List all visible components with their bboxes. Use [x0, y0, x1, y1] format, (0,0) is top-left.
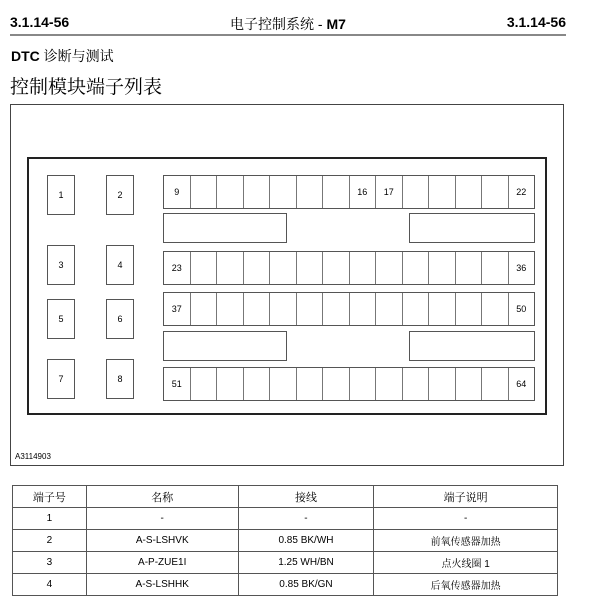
terminal-cell: [191, 252, 218, 284]
terminal-cell: [270, 368, 297, 400]
terminal-cell: [456, 293, 483, 325]
terminal-row-9-22: [163, 175, 535, 209]
section-number-left: 3.1.14-56: [10, 14, 70, 30]
terminal-cell: 23: [164, 252, 191, 284]
table-cell: -: [238, 508, 374, 530]
terminal-cell: [403, 368, 430, 400]
terminal-cell: 36: [516, 263, 527, 273]
terminal-cell: [270, 252, 297, 284]
terminal-cell: [244, 368, 271, 400]
terminal-cell: [482, 293, 509, 325]
terminal-cell: [350, 293, 377, 325]
page-title: 控制模块端子列表: [10, 77, 163, 98]
terminal-cell: [350, 252, 377, 284]
table-row: [13, 530, 558, 552]
terminal-row-51-64: [163, 367, 535, 401]
table-cell: A-P-ZUE1I: [86, 552, 238, 574]
terminal-cell: [297, 293, 324, 325]
col-header: 端子说明: [374, 486, 558, 508]
section-number-right: 3.1.14-56: [506, 14, 566, 30]
table-row: [13, 508, 558, 530]
terminal-cell: [323, 252, 350, 284]
table-cell: 0.85 BK/GN: [238, 574, 374, 596]
table-row: [13, 574, 558, 596]
terminal-cell: 22: [516, 187, 527, 197]
pin-box: 1: [47, 175, 75, 215]
terminal-cell: [191, 176, 218, 208]
terminal-cell: [323, 293, 350, 325]
terminal-cell: [323, 368, 350, 400]
connector-slot: [409, 213, 535, 243]
terminal-cell: 51: [164, 368, 191, 400]
terminal-cell: 16: [350, 176, 377, 208]
table-cell: A-S-LSHHK: [86, 574, 238, 596]
terminal-cell: [270, 293, 297, 325]
terminal-cell: [482, 368, 509, 400]
terminal-cell: 64: [516, 379, 527, 389]
terminal-cell: [191, 293, 218, 325]
terminal-cell: [217, 368, 244, 400]
terminal-cell: [376, 293, 403, 325]
terminal-cell: [429, 293, 456, 325]
terminal-cell: [403, 176, 430, 208]
terminal-cell: [429, 252, 456, 284]
page-header: [10, 10, 566, 32]
pin-box: 3: [47, 245, 75, 285]
terminal-table: [12, 485, 558, 596]
table-cell: 4: [13, 574, 87, 596]
chapter-title: [10, 14, 566, 34]
figure-id: A3114903: [15, 452, 51, 461]
table-cell: -: [374, 508, 558, 530]
terminal-cell: [350, 368, 377, 400]
terminal-cell: [191, 368, 218, 400]
table-cell: 前氧传感器加热: [374, 530, 558, 552]
section-text: 诊断与测试: [39, 48, 114, 64]
terminal-cell: [456, 368, 483, 400]
chapter-model: M7: [326, 16, 346, 32]
terminal-cell: 17: [376, 176, 403, 208]
table-cell: -: [86, 508, 238, 530]
connector-slot: [163, 331, 287, 361]
terminal-cell: [217, 293, 244, 325]
terminal-cell: [244, 252, 271, 284]
terminal-cell: [270, 176, 297, 208]
terminal-cell: [217, 176, 244, 208]
terminal-cell: [376, 252, 403, 284]
col-header: 接线: [238, 486, 374, 508]
col-header: 名称: [86, 486, 238, 508]
terminal-cell: [456, 176, 483, 208]
table-header-row: [13, 486, 558, 508]
terminal-cell: 9: [164, 176, 191, 208]
terminal-cell: 50: [516, 304, 527, 314]
terminal-cell: [297, 252, 324, 284]
terminal-cell: [482, 252, 509, 284]
terminal-row-37-50: [163, 292, 535, 326]
pin-box: 4: [106, 245, 134, 285]
terminal-cell: [244, 176, 271, 208]
terminal-cell: [297, 176, 324, 208]
section-prefix: DTC: [11, 48, 40, 64]
terminal-cell: [323, 176, 350, 208]
table-cell: 1: [13, 508, 87, 530]
terminal-cell: [403, 252, 430, 284]
connector-slot: [163, 213, 287, 243]
header-rule: [10, 34, 566, 36]
terminal-cell: [429, 176, 456, 208]
terminal-cell: [403, 293, 430, 325]
pin-box: 8: [106, 359, 134, 399]
pin-box: 5: [47, 299, 75, 339]
table-cell: 1.25 WH/BN: [238, 552, 374, 574]
table-cell: A-S-LSHVK: [86, 530, 238, 552]
pin-box: 2: [106, 175, 134, 215]
terminal-cell: [482, 176, 509, 208]
section-heading: [11, 46, 114, 66]
terminal-row-23-36: [163, 251, 535, 285]
table-cell: 2: [13, 530, 87, 552]
terminal-cell: 37: [164, 293, 191, 325]
terminal-cell: [456, 252, 483, 284]
pin-box: 7: [47, 359, 75, 399]
terminal-cell: [376, 368, 403, 400]
chapter-title-text: 电子控制系统 -: [230, 16, 327, 32]
connector-figure: [10, 104, 564, 466]
terminal-cell: [297, 368, 324, 400]
connector-outline: [27, 157, 547, 415]
connector-slot: [409, 331, 535, 361]
table-cell: 后氧传感器加热: [374, 574, 558, 596]
terminal-cell: [217, 252, 244, 284]
table-cell: 点火线圈 1: [374, 552, 558, 574]
col-header: 端子号: [13, 486, 87, 508]
table-cell: 3: [13, 552, 87, 574]
pin-box: 6: [106, 299, 134, 339]
terminal-cell: [244, 293, 271, 325]
terminal-cell: [429, 368, 456, 400]
table-row: [13, 552, 558, 574]
table-cell: 0.85 BK/WH: [238, 530, 374, 552]
